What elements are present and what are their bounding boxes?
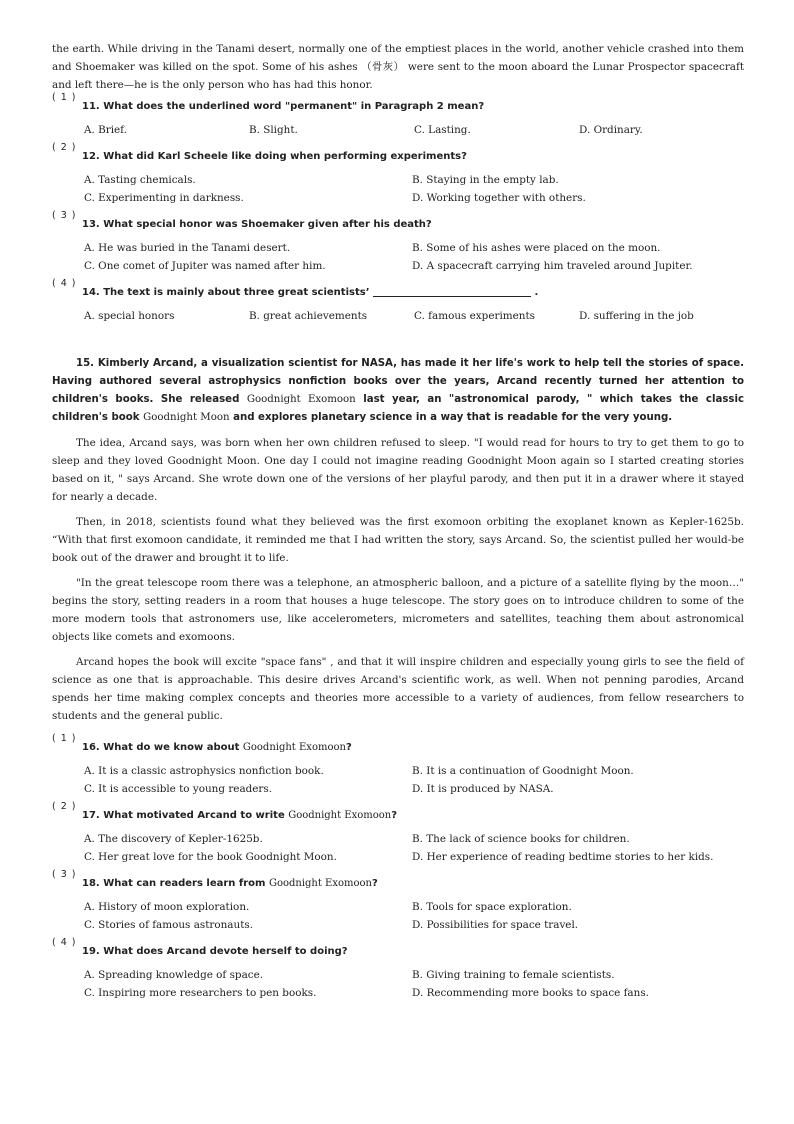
passage-paragraph-1: The idea, Arcand says, was born when her own children refused to sleep. "I would read for hours to try to get them to go to sleep and they loved Goodnight Moon. One day I could not imagine reading Goodnight Moon again so I started creating stories based on it, " says Arcand. She wrote down one of the versions of her playful parody, and then put it in a drawer where it stayed for nearly a decade. <box>52 437 744 503</box>
answer-options <box>52 898 744 934</box>
book-title: Goodnight Exomoon <box>288 810 392 821</box>
option-d[interactable]: D. A spacecraft carrying him traveled around Jupiter. <box>412 260 693 272</box>
option-a[interactable]: A. Tasting chemicals. <box>84 174 196 186</box>
option-c[interactable]: C. Inspiring more researchers to pen books. <box>84 987 317 999</box>
option-b[interactable]: B. It is a continuation of Goodnight Moon. <box>412 765 634 777</box>
option-c[interactable]: C. famous experiments <box>414 310 535 322</box>
option-d[interactable]: D. Her experience of reading bedtime stories to her kids. <box>412 851 714 863</box>
question-stem <box>52 807 744 825</box>
option-a[interactable]: A. History of moon exploration. <box>84 901 250 913</box>
option-c[interactable]: C. One comet of Jupiter was named after him. <box>84 260 326 272</box>
option-d[interactable]: D. Ordinary. <box>579 124 643 136</box>
option-b[interactable]: B. great achievements <box>249 310 368 322</box>
option-c[interactable]: C. Stories of famous astronauts. <box>84 919 254 931</box>
question-number: ( 4 ) <box>52 278 77 289</box>
question-number: ( 1 ) <box>52 92 77 103</box>
answer-options <box>52 239 744 275</box>
option-c[interactable]: C. It is accessible to young readers. <box>84 783 273 795</box>
option-d[interactable]: D. It is produced by NASA. <box>412 783 554 795</box>
question-number: ( 3 ) <box>52 869 77 880</box>
option-a[interactable]: A. special honors <box>84 310 175 322</box>
option-a[interactable]: A. The discovery of Kepler-1625b. <box>84 833 263 845</box>
question-stem-tail: . <box>534 287 539 298</box>
option-c[interactable]: C. Experimenting in darkness. <box>84 192 244 204</box>
question-19 <box>52 937 744 1002</box>
question-13 <box>52 210 744 275</box>
worksheet-page <box>52 40 744 1002</box>
option-a[interactable]: A. He was buried in the Tanami desert. <box>84 242 291 254</box>
question-stem: 11. What does the underlined word "permanent" in Paragraph 2 mean? <box>82 101 485 112</box>
question-stem: 19. What does Arcand devote herself to doing? <box>82 946 348 957</box>
book-title: Goodnight Exomoon <box>268 878 372 889</box>
question-stem-text: 18. What can readers learn from <box>82 878 269 889</box>
question-number: ( 4 ) <box>52 937 77 948</box>
question-number: ( 3 ) <box>52 210 77 221</box>
option-c[interactable]: C. Lasting. <box>414 124 471 136</box>
question-12 <box>52 142 744 207</box>
answer-options <box>52 966 744 1002</box>
question-stem-tail: ? <box>391 810 398 821</box>
question-16 <box>52 733 744 798</box>
option-b[interactable]: B. The lack of science books for children. <box>412 833 630 845</box>
intro-text: 15. Kimberly Arcand, a visualization scientist for NASA, has made it her life's work to help tell the stories of space. Having authored several astrophysics nonfiction books over the years, Arcand recently turned her attention to children's books. She released <box>52 358 744 405</box>
option-b[interactable]: B. Tools for space exploration. <box>412 901 572 913</box>
intro-text: and explores planetary science in a way that is readable for the very young. <box>229 412 673 423</box>
answer-options <box>52 171 744 207</box>
question-stem <box>52 875 744 893</box>
question-14 <box>52 278 744 325</box>
option-b[interactable]: B. Giving training to female scientists. <box>412 969 615 981</box>
question-stem-text: 14. The text is mainly about three great scientists’ <box>82 287 370 298</box>
answer-options <box>52 830 744 866</box>
option-d[interactable]: D. Recommending more books to space fans. <box>412 987 649 999</box>
question-number: ( 2 ) <box>52 142 77 153</box>
option-a[interactable]: A. Spreading knowledge of space. <box>84 969 264 981</box>
question-stem <box>52 739 744 757</box>
answer-options <box>52 762 744 798</box>
question-stem: 13. What special honor was Shoemaker given after his death? <box>82 219 432 230</box>
question-stem-text: 16. What do we know about <box>82 742 243 753</box>
answer-options <box>52 121 744 139</box>
passage-15-intro <box>52 355 744 427</box>
book-title: Goodnight Exomoon <box>242 742 346 753</box>
answer-blank[interactable] <box>373 284 531 297</box>
question-17 <box>52 801 744 866</box>
passage-paragraph-3: "In the great telescope room there was a telephone, an atmospheric balloon, and a picture of a satellite flying by the moon…" begins the story, setting readers in a room that houses a huge telescope. The story goes on to introduce children to some of the more modern tools that astronomers use, like accelerometers, micrometers and satellites, teaching them about astronomical objects like comets and exomoons. <box>52 577 744 643</box>
book-title: Goodnight Moon <box>143 412 230 423</box>
question-stem-tail: ? <box>372 878 378 889</box>
option-b[interactable]: B. Slight. <box>249 124 298 136</box>
question-11 <box>52 92 744 139</box>
option-b[interactable]: B. Staying in the empty lab. <box>412 174 559 186</box>
question-stem: 12. What did Karl Scheele like doing when performing experiments? <box>82 151 467 162</box>
option-b[interactable]: B. Some of his ashes were placed on the moon. <box>412 242 661 254</box>
question-stem <box>52 284 744 302</box>
question-stem-tail: ? <box>345 742 352 753</box>
question-number: ( 1 ) <box>52 733 77 744</box>
intro-text: last year, an "astronomical parody, " which takes the classic children's book <box>52 394 744 423</box>
book-title: Goodnight Exomoon <box>246 394 356 405</box>
option-d[interactable]: D. Possibilities for space travel. <box>412 919 579 931</box>
answer-options <box>52 307 744 325</box>
passage-paragraph-4: Arcand hopes the book will excite "space fans" , and that it will inspire children and especially young girls to see the field of science as one that is approachable. This desire drives Arcand's scientific work, as well. When not penning parodies, Arcand spends her time making complex concepts and theories more accessible to a variety of audiences, from fellow researchers to students and the general public. <box>52 656 744 722</box>
option-d[interactable]: D. suffering in the job <box>579 310 694 322</box>
option-a[interactable]: A. Brief. <box>84 124 127 136</box>
question-stem-text: 17. What motivated Arcand to write <box>82 810 289 821</box>
passage-continuation: the earth. While driving in the Tanami desert, normally one of the emptiest places in the world, another vehicle crashed into them and Shoemaker was killed on the spot. Some of his ashes （骨灰） were sent to the moon aboard the Lunar Prospector spacecraft and left there—he is the only person who has had this honor. <box>52 43 744 91</box>
passage-paragraph-2: Then, in 2018, scientists found what they believed was the first exomoon orbiting the exoplanet known as Kepler-1625b. “With that first exomoon candidate, it reminded me that I had written the story, says Arcand. So, the scientist pulled her would-be book out of the drawer and brought it to life. <box>52 516 744 564</box>
option-c[interactable]: C. Her great love for the book Goodnight Moon. <box>84 851 337 863</box>
question-number: ( 2 ) <box>52 801 77 812</box>
question-18 <box>52 869 744 934</box>
option-a[interactable]: A. It is a classic astrophysics nonfiction book. <box>84 765 324 777</box>
option-d[interactable]: D. Working together with others. <box>412 192 586 204</box>
